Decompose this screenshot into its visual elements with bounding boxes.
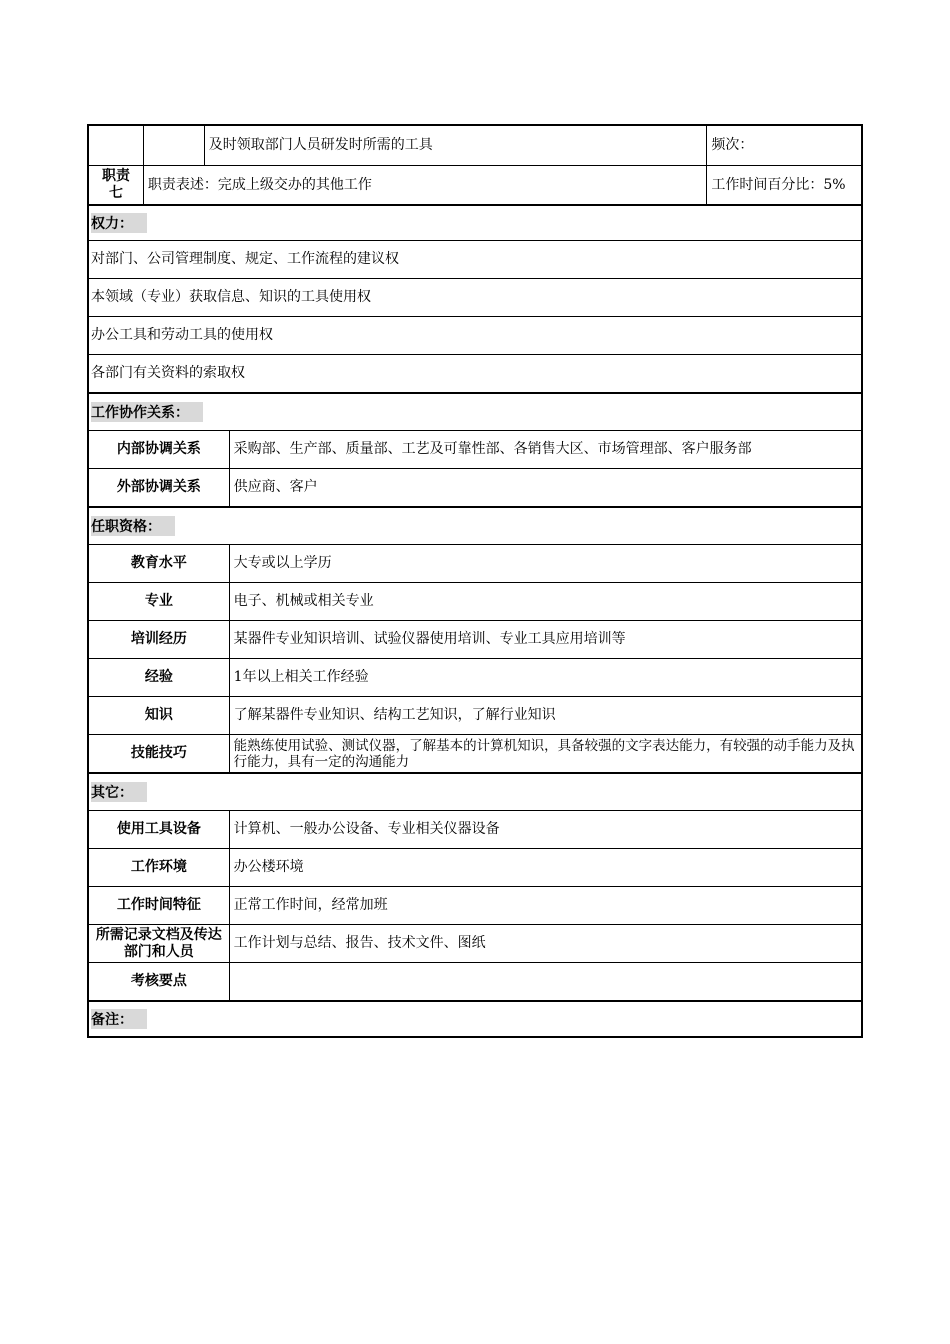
- qualification-value: 电子、机械或相关专业: [229, 583, 861, 620]
- relation-row: [89, 468, 861, 506]
- other-row: [89, 848, 861, 886]
- qualification-value: 某器件专业知识培训、试验仪器使用培训、专业工具应用培训等: [229, 621, 861, 658]
- other-row: [89, 810, 861, 848]
- duty-7-row: [89, 165, 861, 204]
- remarks-section-title: [89, 1000, 861, 1036]
- duty-blank-cell: [89, 126, 143, 165]
- powers-title: 权力：: [91, 213, 147, 233]
- other-title: 其它：: [91, 782, 147, 802]
- qualification-row: [89, 582, 861, 620]
- power-item: 办公工具和劳动工具的使用权: [91, 327, 273, 343]
- other-value: [229, 963, 861, 1000]
- qualification-label: 知识: [144, 707, 173, 723]
- qualification-label: 技能技巧: [130, 745, 187, 761]
- relation-row: [89, 430, 861, 468]
- other-row: [89, 924, 861, 962]
- power-row: [89, 240, 861, 278]
- qualification-label: 经验: [144, 669, 173, 685]
- power-item: 本领域（专业）获取信息、知识的工具使用权: [91, 289, 371, 305]
- qualification-label: 教育水平: [130, 555, 187, 571]
- other-label: 所需记录文档及传达部门和人员: [95, 926, 222, 960]
- relation-label: 外部协调关系: [116, 479, 201, 495]
- other-label: 考核要点: [130, 973, 187, 989]
- remarks-title: 备注：: [91, 1009, 147, 1029]
- other-label: 使用工具设备: [116, 821, 201, 837]
- other-value: 办公楼环境: [229, 849, 861, 886]
- power-row: [89, 316, 861, 354]
- qualification-row: [89, 620, 861, 658]
- qualification-value: 了解某器件专业知识、结构工艺知识，了解行业知识: [229, 697, 861, 734]
- job-description-table: [87, 124, 863, 1038]
- qualification-label: 专业: [144, 593, 173, 609]
- other-value: 工作计划与总结、报告、技术文件、图纸: [229, 925, 861, 962]
- duty-item-row: [89, 126, 861, 165]
- power-row: [89, 278, 861, 316]
- qualification-row: [89, 734, 861, 772]
- relations-title: 工作协作关系：: [91, 402, 203, 422]
- duty-7-percent: 工作时间百分比：5%: [706, 166, 861, 204]
- qualifications-title: 任职资格：: [91, 516, 175, 536]
- relation-value: 供应商、客户: [229, 469, 861, 506]
- qualification-value: 能熟练使用试验、测试仪器，了解基本的计算机知识，具备较强的文字表达能力，有较强的动手能力及执行能力，具有一定的沟通能力: [229, 735, 861, 772]
- relation-value: 采购部、生产部、质量部、工艺及可靠性部、各销售大区、市场管理部、客户服务部: [229, 431, 861, 468]
- power-item: 对部门、公司管理制度、规定、工作流程的建议权: [91, 251, 399, 267]
- duty-frequency: 频次：: [706, 126, 861, 165]
- qualification-value: 大专或以上学历: [229, 545, 861, 582]
- other-label: 工作时间特征: [116, 897, 201, 913]
- duty-7-label: 职责七: [101, 168, 130, 201]
- other-value: 计算机、一般办公设备、专业相关仪器设备: [229, 811, 861, 848]
- powers-section-title: [89, 204, 861, 240]
- duty-item-text: 及时领取部门人员研发时所需的工具: [204, 126, 707, 165]
- duty-blank-cell-2: [143, 126, 204, 165]
- qualification-row: [89, 544, 861, 582]
- qualification-row: [89, 696, 861, 734]
- duty-7-description: 职责表述：完成上级交办的其他工作: [143, 166, 706, 204]
- other-row: [89, 962, 861, 1000]
- qualifications-section-title: [89, 506, 861, 544]
- qualification-value: 1年以上相关工作经验: [229, 659, 861, 696]
- qualification-row: [89, 658, 861, 696]
- power-row: [89, 354, 861, 392]
- other-label: 工作环境: [130, 859, 187, 875]
- power-item: 各部门有关资料的索取权: [91, 365, 245, 381]
- relation-label: 内部协调关系: [116, 441, 201, 457]
- other-row: [89, 886, 861, 924]
- qualification-label: 培训经历: [130, 631, 187, 647]
- other-value: 正常工作时间，经常加班: [229, 887, 861, 924]
- relations-section-title: [89, 392, 861, 430]
- other-section-title: [89, 772, 861, 810]
